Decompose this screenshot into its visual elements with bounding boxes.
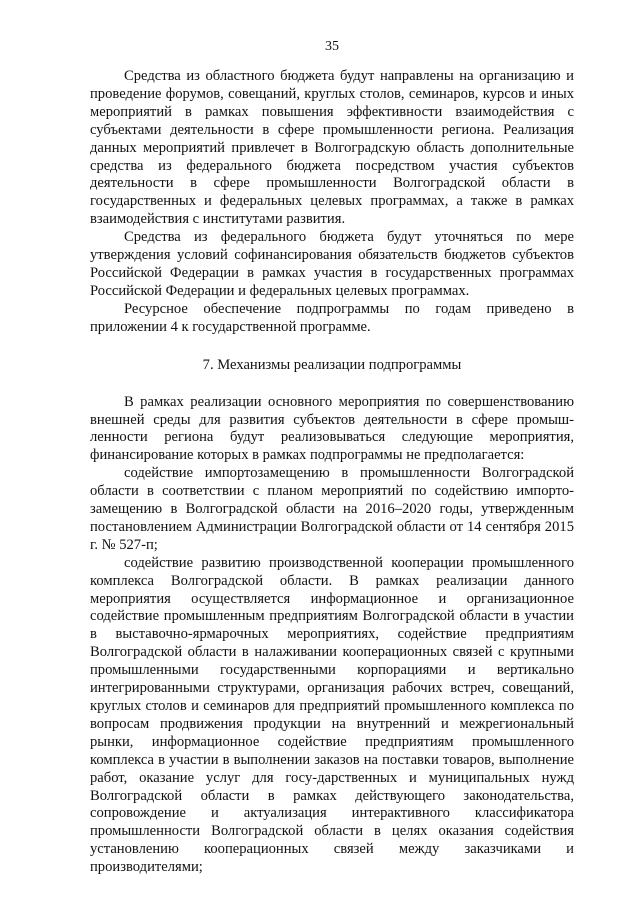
paragraph-import-substitution: содействие импортозамещению в промышленности Волгоградской области в соответствии с планом мероприятий по содействию импорто-замещению в Волгоградской области на 2016–2020 годы, утвержденным постановлением Администрации Волгоградской области от 14 сентября 2015 г. № 527-п;: [90, 465, 574, 553]
paragraph-federal-budget: Средства из федерального бюджета будут уточняться по мере утверждения условий софинансирования обязательств бюджетов субъектов Российской Федерации в рамках участия в государственных программах Российской Федерации и федеральных целевых программах.: [90, 229, 574, 299]
paragraph-industrial-cooperation: содействие развитию производственной кооперации промышленного комплекса Волгоградской области. В рамках реализации данного мероприятия осуществляется информационное и организационное содействие промышленным предприятиям Волгоградской области в участии в выставочно-ярмарочных мероприятиях, содействие предприятиям Волгоградской области в налаживании кооперационных связей с крупными промышленными государственными корпорациями и вертикально интегрированными структурами, организация рабочих встреч, совещаний, круглых столов и семинаров для предприятий промышленного комплекса по вопросам продвижения продукции на внутренний и межрегиональный рынки, информационное содействие предприятиям промышленного комплекса в участии в выполнении заказов на поставки товаров, выполнение работ, оказание услуг для госу-дарственных и муниципальных нужд Волгоградской области в рамках действующего законодательства, сопровождение и актуализация интерактивного классификатора промышленности Волгоградской области в целях оказания содействия установлению кооперационных связей между заказчиками и производителями;: [90, 554, 574, 876]
page-number: 35: [325, 39, 339, 54]
section-heading: 7. Механизмы реализации подпрограммы: [202, 356, 462, 373]
paragraph-regional-budget: Средства из областного бюджета будут направлены на организацию и проведение форумов, совещаний, круглых столов, семинаров, курсов и иных мероприятий в рамках повышения эффективности взаимодействия с субъектами деятельности в сфере промышленности региона. Реализация данных мероприятий привлечет в Волгоградскую область дополнительные средства из федерального бюджета посредством участия субъектов деятельности в сфере промышленности Волгоградской области в государственных и федеральных целевых программах, а также в рамках взаимодействия с институтами развития.: [90, 68, 574, 228]
paragraph-mechanisms-intro: В рамках реализации основного мероприятия по совершенствованию внешней среды для развития субъектов деятельности в сфере промыш-ленности региона будут реализовываться следующие мероприятия, финансирование которых в рамках подпрограммы не предполагается:: [90, 393, 574, 464]
paragraph-resource-support: Ресурсное обеспечение подпрограммы по годам приведено в приложении 4 к государственной программе.: [90, 300, 574, 335]
